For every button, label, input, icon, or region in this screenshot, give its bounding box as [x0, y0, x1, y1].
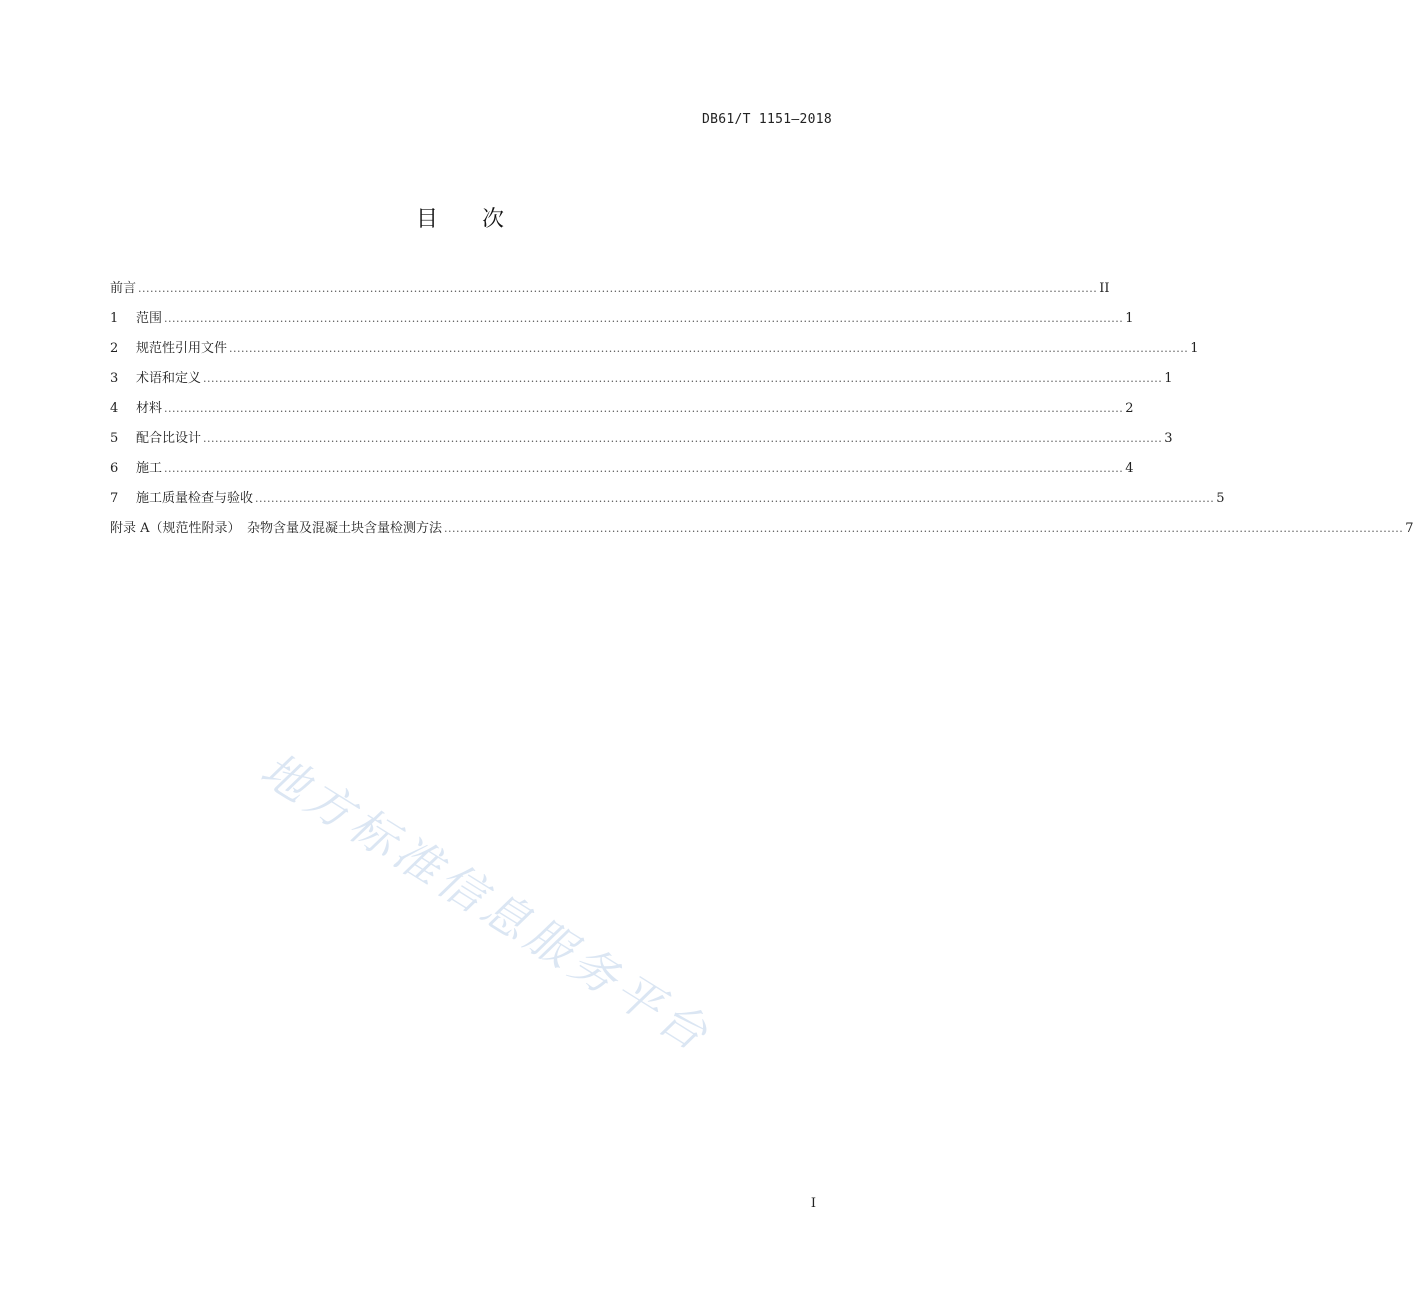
toc-entry-label: 规范性引用文件 — [136, 341, 228, 356]
toc-entry-number: 6 — [110, 461, 119, 476]
toc-entry-label: 施工 — [136, 461, 163, 476]
toc-entry-appendix-a[interactable] — [110, 518, 1414, 548]
toc-entry-label: 附录 A（规范性附录） 杂物含量及混凝土块含量检测方法 — [110, 521, 443, 536]
toc-entry-page: 2 — [1125, 401, 1134, 416]
toc-leader-dots: ................................................................................................................................................................................................................................................ — [138, 282, 1098, 295]
page-title — [0, 202, 920, 233]
toc-entry-label: 范围 — [136, 311, 163, 326]
toc-entry-number: 2 — [110, 341, 119, 356]
title-char-1: 目 — [415, 207, 438, 232]
toc-leader-dots: ................................................................................................................................................................................................................................................ — [203, 432, 1163, 445]
toc-entry-materials[interactable] — [110, 398, 1134, 428]
toc-entry-number: 1 — [110, 311, 119, 326]
toc-entry-page: 1 — [1190, 341, 1199, 356]
toc-entry-number: 4 — [110, 401, 119, 416]
toc-entry-page: 7 — [1405, 521, 1414, 536]
toc-entry-label: 施工质量检查与验收 — [136, 491, 254, 506]
toc-entry-page: 1 — [1164, 371, 1173, 386]
toc-entry-page: 4 — [1125, 461, 1134, 476]
toc-entry-page: II — [1099, 281, 1110, 296]
toc-entry-quality-inspection[interactable] — [110, 488, 1225, 518]
toc-entry-label: 材料 — [136, 401, 163, 416]
standard-code: DB61/T 1151—2018 — [701, 112, 832, 127]
watermark-text: 地方标准信息服务平台 — [251, 741, 722, 1064]
toc-leader-dots: ................................................................................................................................................................................................................................................ — [164, 402, 1124, 415]
toc-entry-page: 3 — [1164, 431, 1173, 446]
toc-entry-label: 术语和定义 — [136, 371, 202, 386]
toc-entry-label: 配合比设计 — [136, 431, 202, 446]
title-char-2: 次 — [482, 207, 505, 232]
toc-entry-mix-design[interactable] — [110, 428, 1173, 458]
page-number: I — [810, 1196, 816, 1211]
toc-entry-number: 3 — [110, 371, 119, 386]
toc-leader-dots: ................................................................................................................................................................................................................................................ — [255, 492, 1215, 505]
toc-leader-dots: ................................................................................................................................................................................................................................................ — [164, 462, 1124, 475]
toc-entry-terms-definitions[interactable] — [110, 368, 1173, 398]
toc-entry-foreword[interactable] — [110, 278, 1110, 308]
toc-leader-dots: ................................................................................................................................................................................................................................................ — [229, 342, 1189, 355]
toc-entry-scope[interactable] — [110, 308, 1134, 338]
table-of-contents — [110, 278, 1414, 548]
toc-entry-construction[interactable] — [110, 458, 1134, 488]
toc-entry-page: 1 — [1125, 311, 1134, 326]
toc-entry-number: 7 — [110, 491, 119, 506]
toc-leader-dots: ................................................................................................................................................................................................................................................ — [444, 522, 1404, 535]
toc-leader-dots: ................................................................................................................................................................................................................................................ — [164, 312, 1124, 325]
toc-entry-page: 5 — [1216, 491, 1225, 506]
toc-entry-label: 前言 — [110, 281, 137, 296]
toc-entry-number: 5 — [110, 431, 119, 446]
toc-entry-normative-references[interactable] — [110, 338, 1199, 368]
toc-leader-dots: ................................................................................................................................................................................................................................................ — [203, 372, 1163, 385]
